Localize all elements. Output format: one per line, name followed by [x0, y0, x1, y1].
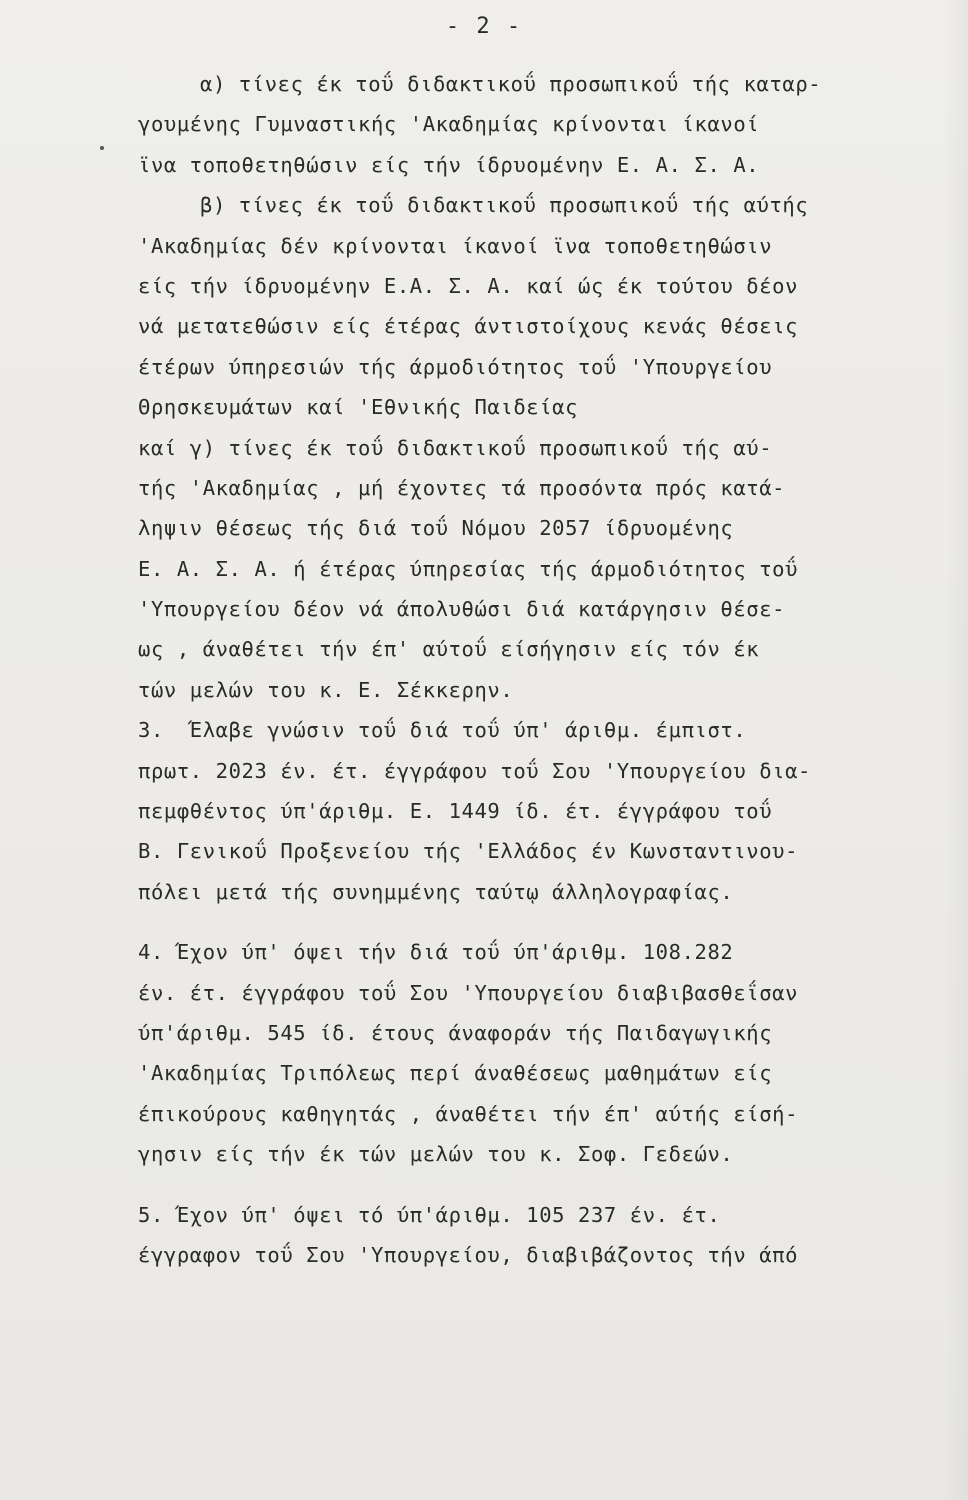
page-edge-shadow [944, 0, 968, 1500]
margin-dot [100, 146, 104, 150]
text-line: έτέρων ύπηρεσιών τής άρμοδιότητος τοΰ 'Υπουργείου [138, 354, 773, 379]
text-line: 4. Έχον ύπ' όψει τήν διά τοΰ ύπ'άριθμ. 108.282 [138, 940, 734, 965]
text-line: πρωτ. 2023 έν. έτ. έγγράφου τοΰ Σου 'Υπουργείου δια- [138, 758, 811, 783]
text-line: β) τίνες έκ τοΰ διδακτικοΰ προσωπικοΰ τής αύτής [200, 193, 809, 218]
paragraph-item-5 [138, 1195, 928, 1276]
text-line: ϊνα τοποθετηθώσιν είς τήν ίδρυομένην Ε. Α. Σ. Α. [138, 152, 760, 177]
text-line: είς τήν ίδρυομένην Ε.Α. Σ. Α. καί ώς έκ τούτου δέον [138, 273, 799, 298]
text-line: έν. έτ. έγγράφου τοΰ Σου 'Υπουργείου διαβιβασθεΐσαν [138, 980, 799, 1005]
text-line: έγγραφον τοΰ Σου 'Υπουργείου, διαβιβάζοντος τήν άπό [138, 1242, 799, 1267]
text-line: 'Υπουργείου δέον νά άπολυθώσι διά κατάργησιν θέσε- [138, 597, 786, 622]
body-text [138, 64, 928, 1275]
paragraph-item-3 [138, 710, 928, 912]
text-line: ληψιν θέσεως τής διά τοΰ Νόμου 2057 ίδρυομένης [138, 516, 734, 541]
paragraph-item-b [138, 185, 928, 427]
text-line: πόλει μετά τής συνημμένης ταύτῳ άλληλογραφίας. [138, 879, 734, 904]
text-line: Ε. Α. Σ. Α. ή έτέρας ύπηρεσίας τής άρμοδιότητος τοΰ [138, 556, 799, 581]
text-line: γουμένης Γυμναστικής 'Ακαδημίας κρίνονται ίκανοί [138, 112, 760, 137]
page-number: - 2 - [445, 14, 523, 39]
text-line: Β. Γενικοΰ Προξενείου τής 'Ελλάδος έν Κωνσταντινου- [138, 839, 799, 864]
text-line: τών μελών του κ. Ε. Σέκκερην. [138, 677, 514, 702]
text-line: 5. Έχον ύπ' όψει τό ύπ'άριθμ. 105 237 έν. έτ. [138, 1202, 721, 1227]
text-line: 3. Έλαβε γνώσιν τοΰ διά τοΰ ύπ' άριθμ. έμπιστ. [138, 718, 747, 743]
text-line: έπικούρους καθηγητάς , άναθέτει τήν έπ' αύτής είσή- [138, 1101, 799, 1126]
text-line: πεμφθέντος ύπ'άριθμ. Ε. 1449 ίδ. έτ. έγγράφου τοΰ [138, 799, 773, 824]
text-line: 'Ακαδημίας Τριπόλεως περί άναθέσεως μαθημάτων είς [138, 1061, 773, 1086]
text-line: τής 'Ακαδημίας , μή έχοντες τά προσόντα πρός κατά- [138, 475, 786, 500]
text-line: νά μετατεθώσιν είς έτέρας άντιστοίχους κενάς θέσεις [138, 314, 799, 339]
text-line: Θρησκευμάτων καί 'Εθνικής Παιδείας [138, 395, 579, 420]
paragraph-item-c [138, 428, 928, 711]
text-line: α) τίνες έκ τοΰ διδακτικοΰ προσωπικοΰ τής καταρ- [200, 72, 822, 96]
text-line: ύπ'άριθμ. 545 ίδ. έτους άναφοράν τής Παιδαγωγικής [138, 1020, 773, 1045]
text-line: ως , άναθέτει τήν έπ' αύτοΰ είσήγησιν είς τόν έκ [138, 637, 760, 662]
paragraph-item-4 [138, 932, 928, 1174]
paragraph-item-a [138, 64, 928, 185]
text-line: 'Ακαδημίας δέν κρίνονται ίκανοί ϊνα τοποθετηθώσιν [138, 233, 773, 258]
text-line: γησιν είς τήν έκ τών μελών του κ. Σοφ. Γεδεών. [138, 1142, 734, 1167]
text-line: καί γ) τίνες έκ τοΰ διδακτικοΰ προσωπικοΰ τής αύ- [138, 435, 773, 460]
